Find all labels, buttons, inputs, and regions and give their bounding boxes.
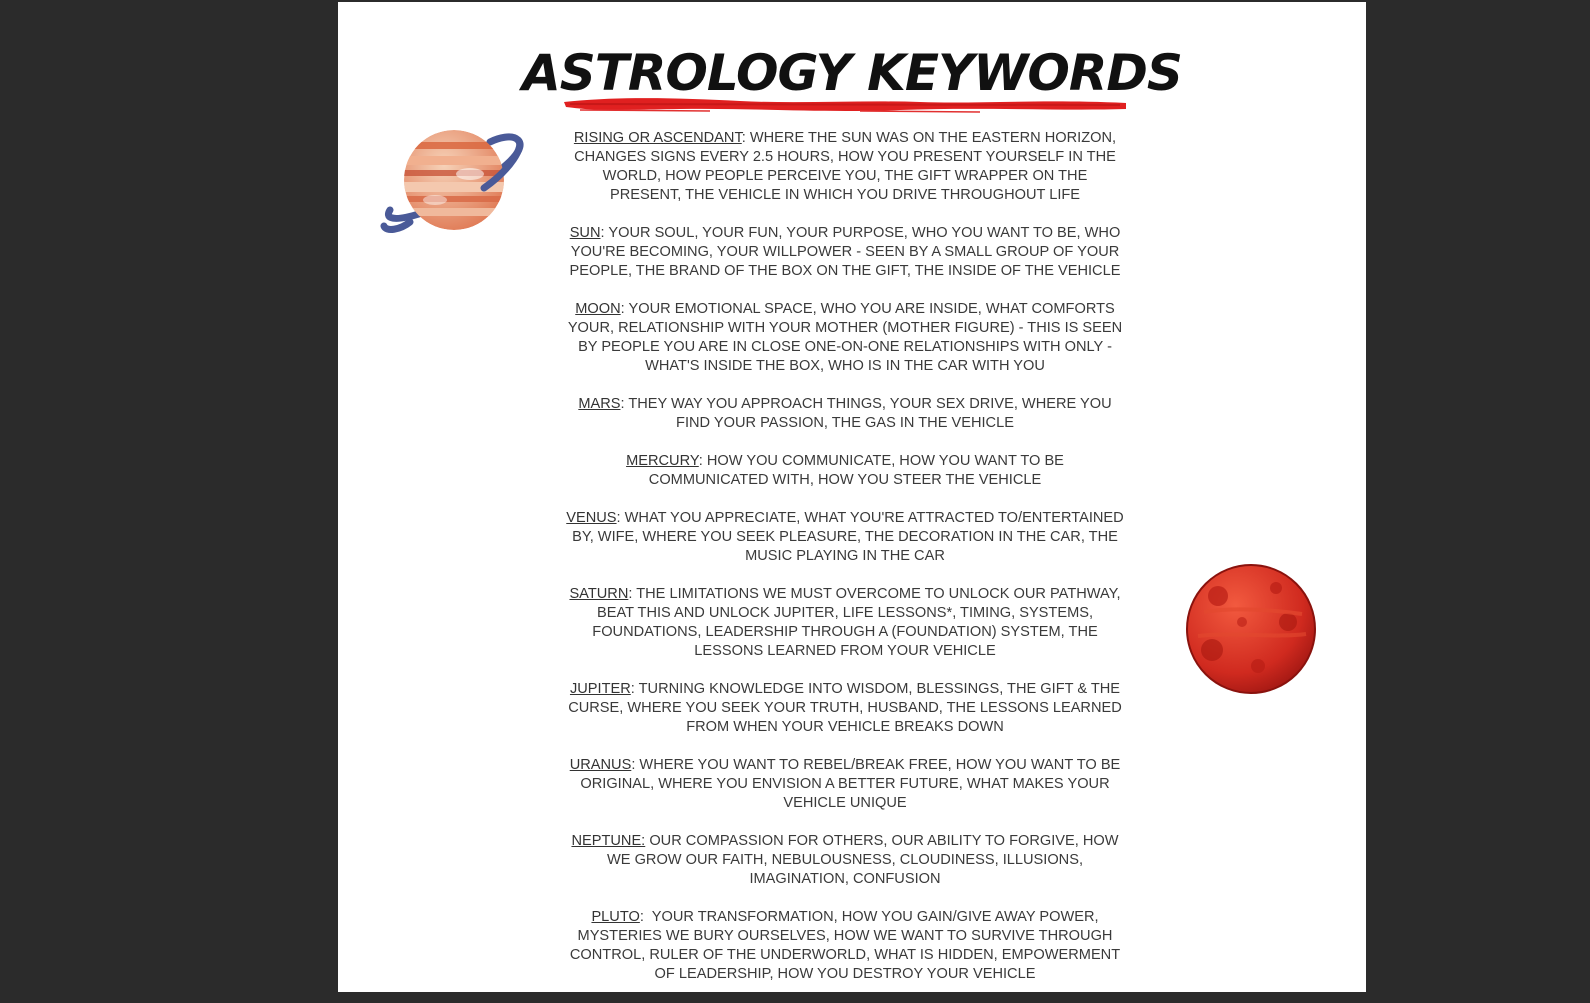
keyword-separator: : [741, 130, 750, 146]
keyword-separator: : [620, 301, 629, 317]
keyword-entry [565, 224, 1125, 281]
keyword-term: MARS [578, 396, 621, 412]
keyword-description: THEY WAY YOU APPROACH THINGS, YOUR SEX DRIVE, WHERE YOU FIND YOUR PASSION, THE GAS IN THE VEHICLE [628, 396, 1112, 431]
keyword-entry [565, 300, 1125, 376]
keyword-entry [565, 908, 1125, 984]
page-title: ASTROLOGY KEYWORDS [522, 44, 1182, 102]
keyword-entry [565, 585, 1125, 661]
document-page [338, 2, 1366, 992]
keyword-description: WHAT YOU APPRECIATE, WHAT YOU'RE ATTRACTED TO/ENTERTAINED BY, WIFE, WHERE YOU SEEK PLEASURE, THE DECORATION IN THE CAR, THE MUSIC PLAYING IN THE CAR [572, 510, 1124, 564]
keyword-entry [565, 509, 1125, 566]
keyword-separator: : [630, 681, 639, 697]
keyword-description: YOUR EMOTIONAL SPACE, WHO YOU ARE INSIDE, WHAT COMFORTS YOUR, RELATIONSHIP WITH YOUR MOTHER (MOTHER FIGURE) - THIS IS SEEN BY PEOPLE YOU ARE IN CLOSE ONE-ON-ONE RELATIONSHIPS WITH ONLY - WHAT'S INSIDE THE BOX, WHO IS IN THE CAR WITH YOU [567, 301, 1123, 374]
keyword-separator: : [616, 510, 625, 526]
keyword-separator: : [600, 225, 609, 241]
saturn-icon [380, 130, 525, 235]
keyword-list [565, 129, 1125, 1003]
keyword-term: NEPTUNE: [571, 833, 646, 849]
keyword-term: VENUS [566, 510, 617, 526]
keyword-description: OUR COMPASSION FOR OTHERS, OUR ABILITY TO FORGIVE, HOW WE GROW OUR FAITH, NEBULOUSNESS, CLOUDINESS, ILLUSIONS, IMAGINATION, CONFUSION [607, 833, 1119, 887]
keyword-description: WHERE YOU WANT TO REBEL/BREAK FREE, HOW YOU WANT TO BE ORIGINAL, WHERE YOU ENVISION A BETTER FUTURE, WHAT MAKES YOUR VEHICLE UNIQUE [580, 757, 1121, 811]
keyword-description: THE LIMITATIONS WE MUST OVERCOME TO UNLOCK OUR PATHWAY, BEAT THIS AND UNLOCK JUPITER, LIFE LESSONS*, TIMING, SYSTEMS, FOUNDATIONS, LEADERSHIP THROUGH A (FOUNDATION) SYSTEM, THE LESSONS LEARNED FROM YOUR VEHICLE [592, 586, 1121, 659]
keyword-entry [565, 680, 1125, 737]
mars-planet-icon [1184, 562, 1318, 696]
keyword-term: RISING OR ASCENDANT [573, 130, 742, 146]
keyword-term: SUN [569, 225, 601, 241]
keyword-term: PLUTO [591, 909, 640, 925]
keyword-term: SATURN [569, 586, 629, 602]
keyword-term: URANUS [569, 757, 632, 773]
keyword-entry [565, 756, 1125, 813]
keyword-separator: : [628, 586, 637, 602]
keyword-separator: : [631, 757, 640, 773]
keyword-entry [565, 452, 1125, 490]
keyword-description: TURNING KNOWLEDGE INTO WISDOM, BLESSINGS, THE GIFT & THE CURSE, WHERE YOU SEEK YOUR TRUTH, HUSBAND, THE LESSONS LEARNED FROM WHEN YOUR VEHICLE BREAKS DOWN [568, 681, 1122, 735]
keyword-separator: : [698, 453, 707, 469]
keyword-description: WHERE THE SUN WAS ON THE EASTERN HORIZON, CHANGES SIGNS EVERY 2.5 HOURS, HOW YOU PRESENT YOURSELF IN THE WORLD, HOW PEOPLE PERCEIVE YOU, THE GIFT WRAPPER ON THE PRESENT, THE VEHICLE IN WHICH YOU DRIVE THROUGHOUT LIFE [574, 130, 1117, 203]
keyword-description: YOUR SOUL, YOUR FUN, YOUR PURPOSE, WHO YOU WANT TO BE, WHO YOU'RE BECOMING, YOUR WILLPOWER - SEEN BY A SMALL GROUP OF YOUR PEOPLE, THE BRAND OF THE BOX ON THE GIFT, THE INSIDE OF THE VEHICLE [569, 225, 1121, 279]
brush-underline [560, 92, 1130, 116]
keyword-entry [565, 129, 1125, 205]
keyword-term: JUPITER [569, 681, 631, 697]
keyword-entry [565, 395, 1125, 433]
keyword-description: YOUR TRANSFORMATION, HOW YOU GAIN/GIVE AWAY POWER, MYSTERIES WE BURY OURSELVES, HOW WE WANT TO SURVIVE THROUGH CONTROL, RULER OF THE UNDERWORLD, WHAT IS HIDDEN, EMPOWERMENT OF LEADERSHIP, HOW YOU DESTROY YOUR VEHICLE [569, 909, 1121, 982]
keyword-term: MERCURY [626, 453, 699, 469]
keyword-term: MOON [575, 301, 621, 317]
keyword-separator: : [620, 396, 629, 412]
keyword-separator: : [639, 909, 652, 925]
keyword-description: HOW YOU COMMUNICATE, HOW YOU WANT TO BE COMMUNICATED WITH, HOW YOU STEER THE VEHICLE [648, 453, 1064, 488]
keyword-entry [565, 832, 1125, 889]
